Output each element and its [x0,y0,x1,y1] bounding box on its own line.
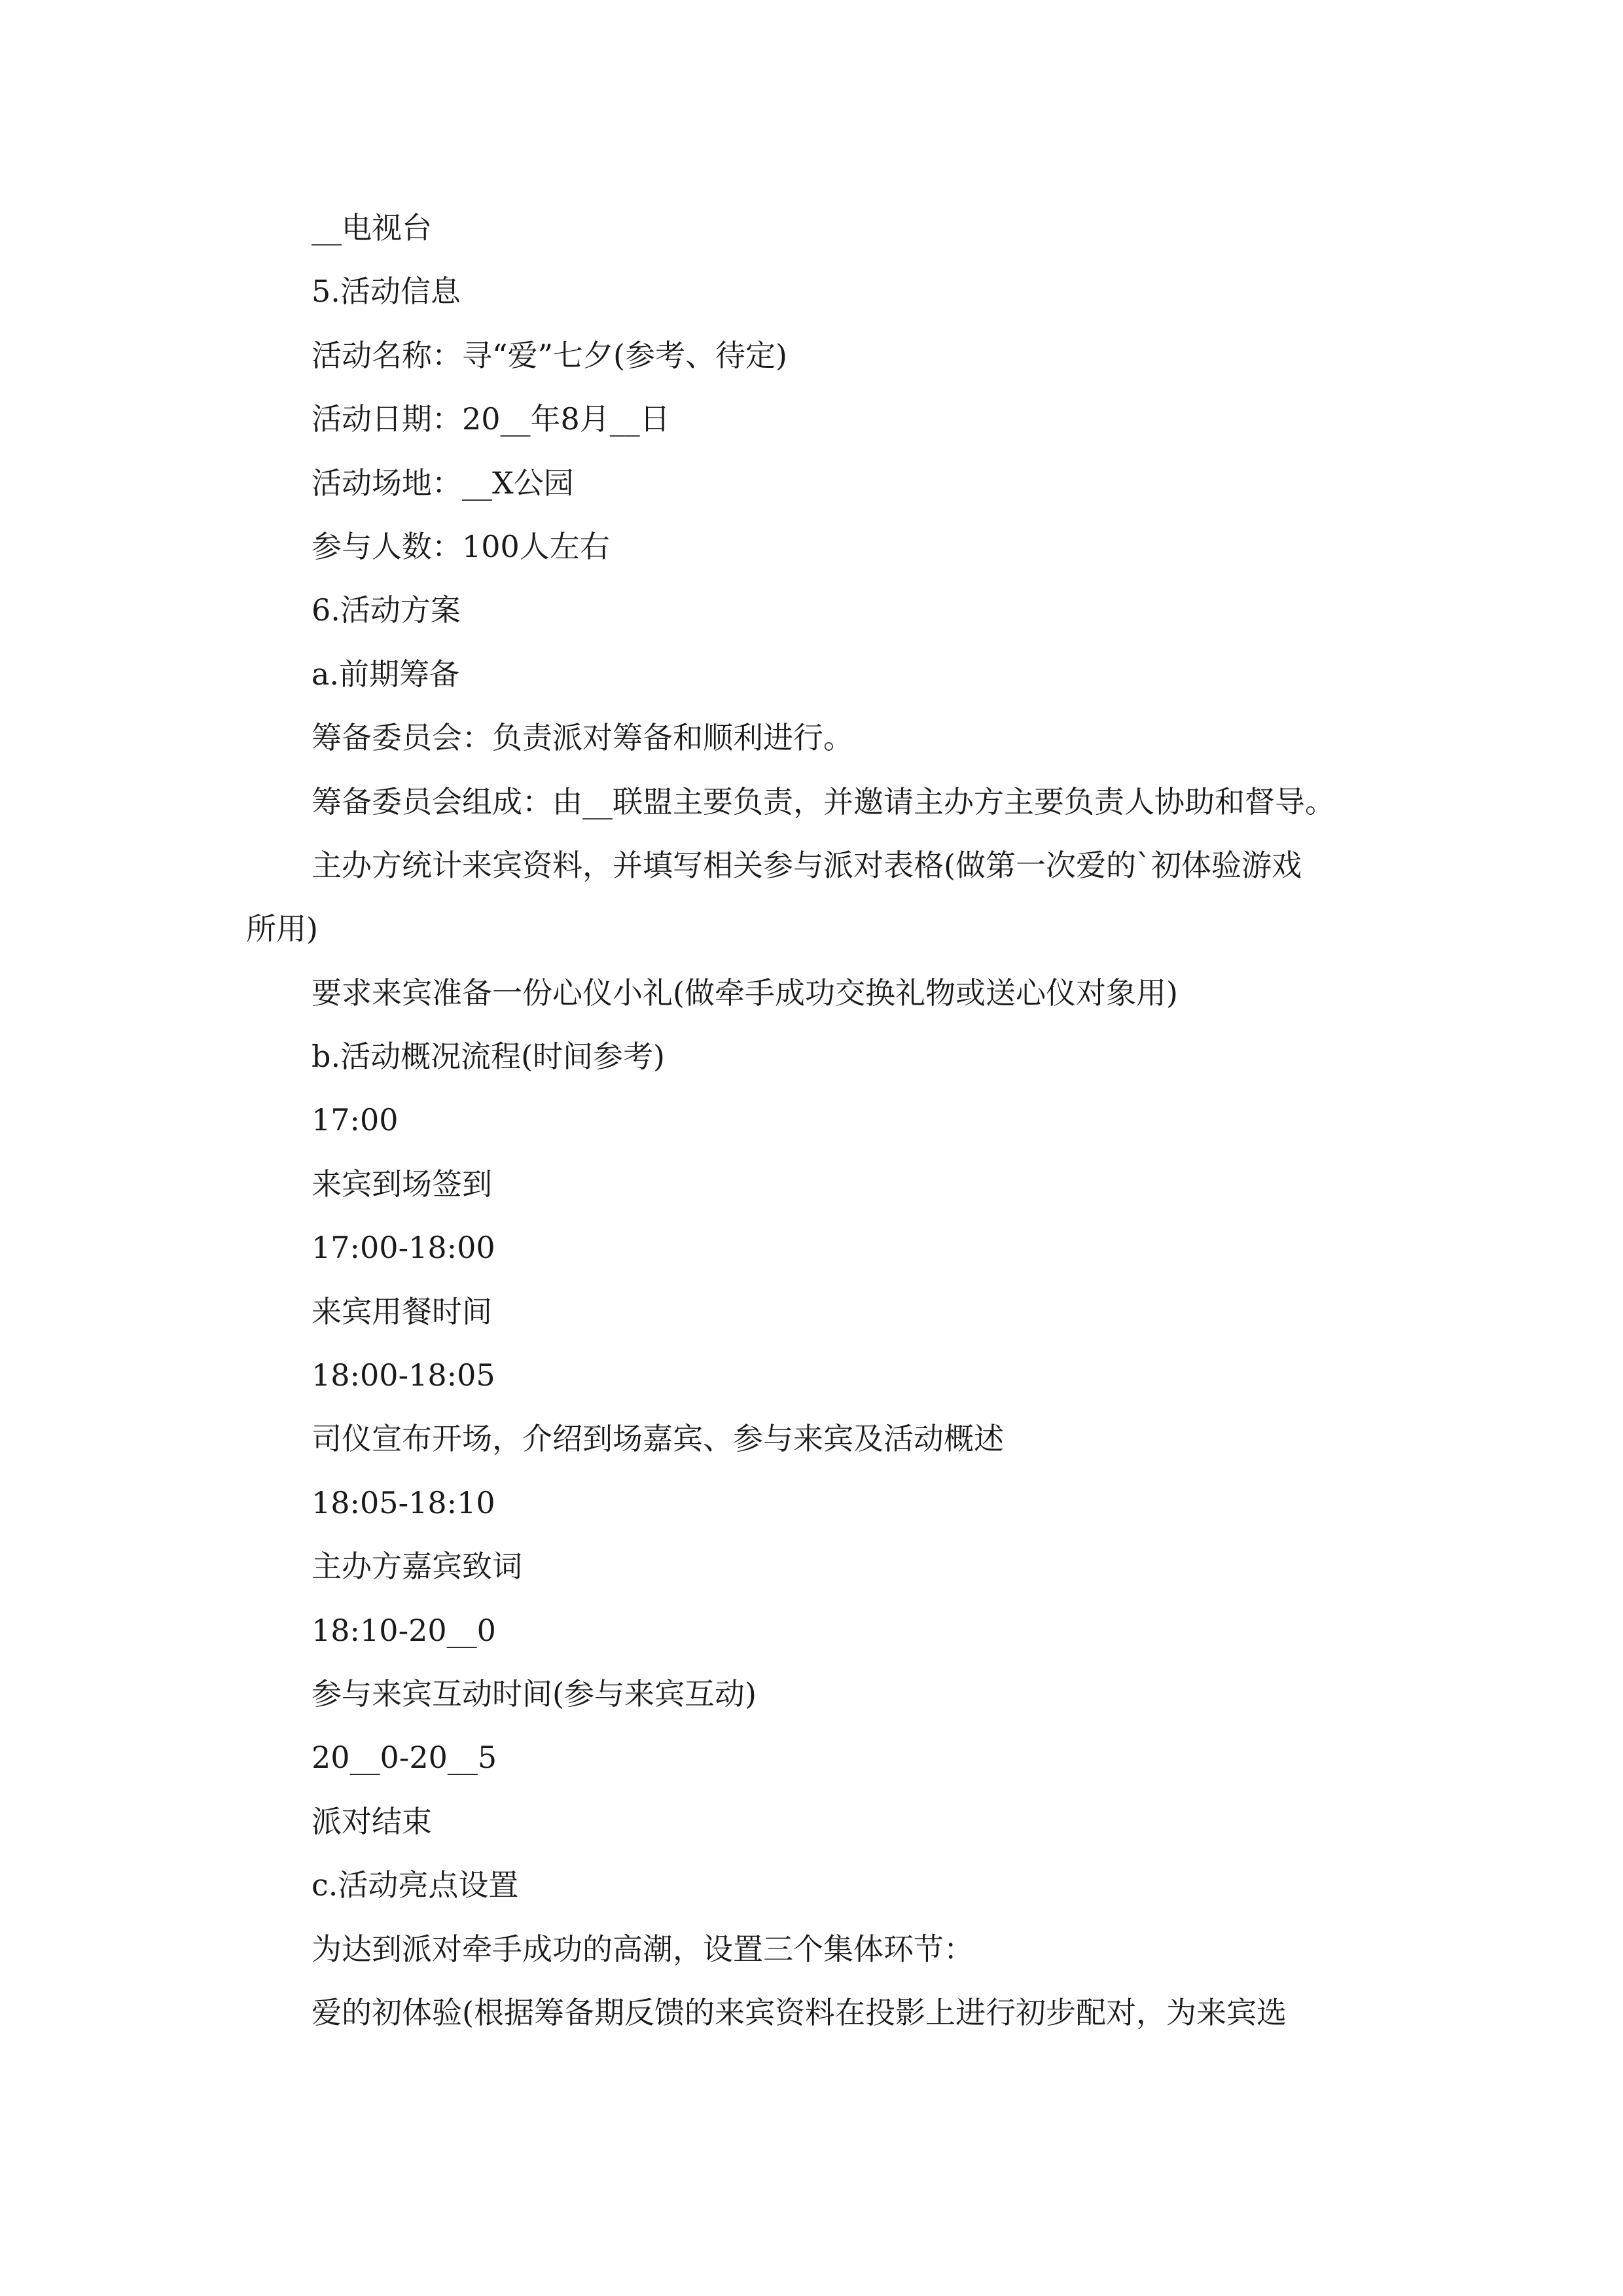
schedule-time: 17:00 [312,1102,399,1138]
schedule-item: 来宾用餐时间 [312,1293,492,1329]
text-line-committee-members: 筹备委员会组成：由__联盟主要负责，并邀请主办方主要负责人协助和督导。 [312,783,1335,819]
schedule-item: 司仪宣布开场，介绍到场嘉宾、参与来宾及活动概述 [312,1421,1004,1457]
schedule-time: 18:10-20__0 [312,1612,496,1648]
schedule-time: 18:05-18:10 [312,1484,495,1520]
text-line-gift-request: 要求来宾准备一份心仪小礼(做牵手成功交换礼物或送心仪对象用) [312,975,1178,1011]
document-body [246,196,1382,2045]
text-line-guest-info: 主办方统计来宾资料，并填写相关参与派对表格(做第一次爱的`初体验游戏 [312,847,1302,883]
subheading-schedule: b.活动概况流程(时间参考) [312,1039,665,1075]
schedule-time: 17:00-18:00 [312,1230,495,1266]
text-line-activity-name: 活动名称：寻“爱”七夕(参考、待定) [312,337,787,373]
heading-activity-info: 5.活动信息 [312,274,461,310]
schedule-item: 主办方嘉宾致词 [312,1549,522,1585]
text-line-guest-info-cont: 所用) [246,911,318,947]
schedule-time: 20__0-20__5 [312,1740,497,1776]
text-line-activity-date: 活动日期：20__年8月__日 [312,401,670,437]
text-line-first-experience: 爱的初体验(根据筹备期反馈的来宾资料在投影上进行初步配对，为来宾选 [312,1994,1287,2030]
schedule-item: 参与来宾互动时间(参与来宾互动) [312,1676,757,1712]
text-line-committee: 筹备委员会：负责派对筹备和顺利进行。 [312,720,853,756]
text-line-activity-venue: 活动场地：__X公园 [312,465,574,501]
schedule-item: 来宾到场签到 [312,1166,492,1202]
text-line-tv-station: __电视台 [312,210,432,245]
schedule-time: 18:00-18:05 [312,1357,495,1393]
heading-activity-plan: 6.活动方案 [312,592,461,628]
schedule-item: 派对结束 [312,1803,432,1839]
text-line-highlights-intro: 为达到派对牵手成功的高潮，设置三个集体环节： [312,1931,974,1967]
subheading-preparation: a.前期筹备 [312,656,460,692]
subheading-highlights: c.活动亮点设置 [312,1867,519,1903]
text-line-participants: 参与人数：100人左右 [312,528,610,564]
